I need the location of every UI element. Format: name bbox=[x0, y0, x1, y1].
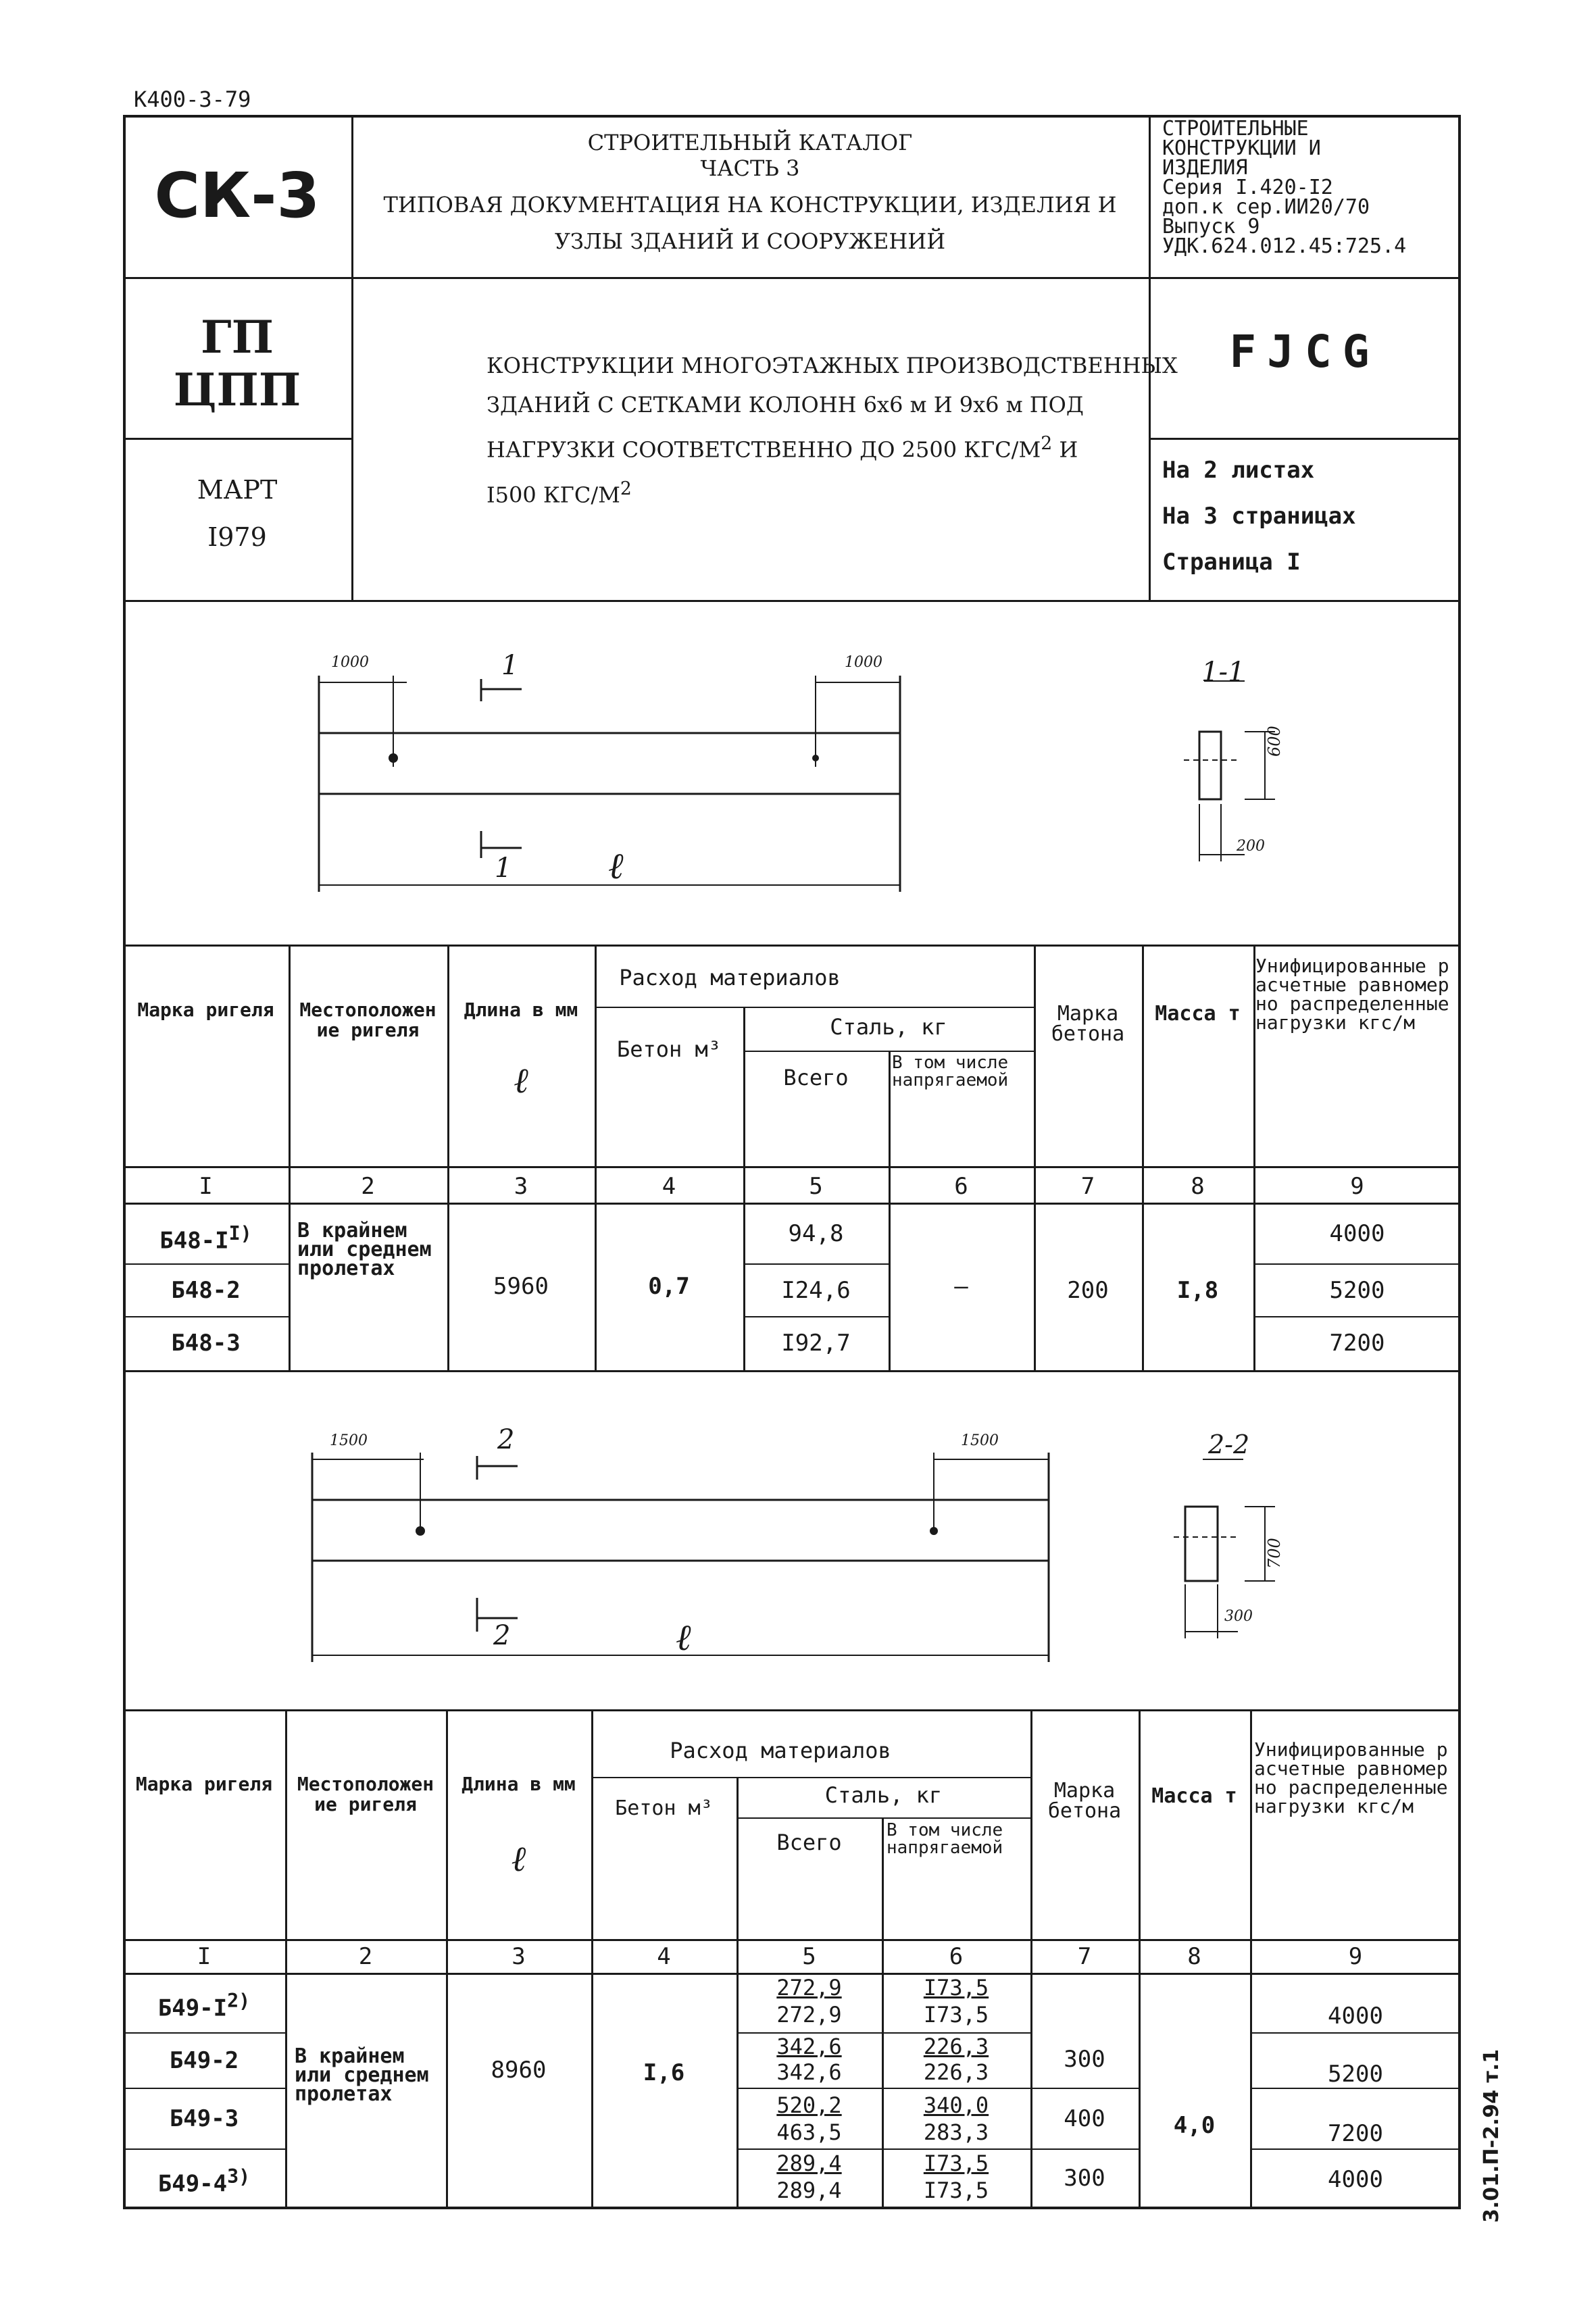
col-header-length: Длина в мм bbox=[462, 1773, 576, 1795]
header-divider bbox=[1149, 438, 1461, 440]
col-header-materials: Расход материалов bbox=[670, 1738, 891, 1763]
header-divider bbox=[123, 438, 351, 440]
title-superscript: 2 bbox=[1041, 433, 1053, 454]
series-line: доп.к сер.ИИ20/70 bbox=[1162, 195, 1370, 219]
table-rule bbox=[743, 1316, 889, 1317]
footnote-ref: 2) bbox=[227, 1990, 251, 2012]
concrete-grade: 200 bbox=[1067, 1277, 1109, 1304]
issue-month: МАРТ bbox=[197, 475, 278, 505]
steel-prestressed-value: 283,3 bbox=[923, 2119, 989, 2145]
sheet-info bbox=[1162, 447, 1356, 585]
beam-mark: Б49-3 bbox=[169, 2105, 239, 2132]
steel-total-value: 463,5 bbox=[776, 2119, 842, 2145]
col-header-mass: Масса т bbox=[1151, 1784, 1237, 1808]
table-rule bbox=[123, 1166, 1461, 1168]
title-conjunction: И bbox=[1059, 436, 1078, 463]
organization-line: ГП bbox=[201, 311, 274, 363]
table-rule bbox=[1250, 2148, 1461, 2150]
table-column-rule bbox=[1034, 945, 1036, 1370]
beam-mark bbox=[123, 1989, 285, 2020]
steel-prestressed-value: I73,5 bbox=[923, 2002, 989, 2028]
dimension-label: 1500 bbox=[330, 1432, 368, 1449]
design-load: 7200 bbox=[1328, 2120, 1383, 2147]
organization-line: ЦПП bbox=[173, 363, 301, 416]
steel-total bbox=[737, 2150, 882, 2204]
concrete-grade: 300 bbox=[1064, 2165, 1105, 2192]
table-rule bbox=[591, 1777, 1030, 1778]
organization bbox=[123, 311, 351, 416]
concrete-grade: 400 bbox=[1064, 2105, 1105, 2132]
title-line: ЗДАНИЙ С СЕТКАМИ КОЛОНН 6х6 м И 9х6 м ПОД bbox=[487, 392, 1084, 418]
table-rule bbox=[123, 2148, 285, 2150]
title-line bbox=[487, 424, 1178, 470]
col-number: 7 bbox=[1077, 1943, 1092, 1970]
issue-year: I979 bbox=[207, 522, 267, 552]
steel-prestressed bbox=[882, 2092, 1030, 2146]
length-symbol: ℓ bbox=[514, 1061, 528, 1101]
col-header-steel: Сталь, кг bbox=[830, 1014, 947, 1040]
beam-mark: Б48-2 bbox=[171, 1277, 241, 1304]
col-header-prestressed: В том числе напрягаемой bbox=[887, 1820, 1003, 1858]
series-line: Серия I.420-I2 bbox=[1162, 176, 1333, 199]
catalog-title bbox=[351, 130, 1149, 254]
document-code-label: FJCG bbox=[1229, 326, 1380, 378]
steel-total: I92,7 bbox=[781, 1330, 851, 1357]
table-column-rule bbox=[595, 945, 597, 1370]
steel-total: I24,6 bbox=[781, 1277, 851, 1304]
col-header-load: Унифицированные расчетные равномерно распределенные нагрузки кгс/м bbox=[1254, 1738, 1448, 1817]
section-label: 2-2 bbox=[1208, 1430, 1250, 1459]
steel-total bbox=[737, 2092, 882, 2146]
catalog-line: ЧАСТЬ 3 bbox=[700, 155, 800, 181]
section-height: 700 bbox=[1265, 1538, 1284, 1569]
col-header-load: Унифицированные расчетные равномерно распределенные нагрузки кгс/м bbox=[1255, 955, 1449, 1034]
steel-total-value: 289,4 bbox=[776, 2150, 842, 2176]
steel-prestressed-value: 340,0 bbox=[923, 2092, 989, 2118]
steel-prestressed-value: I73,5 bbox=[923, 2178, 989, 2203]
col-number: 5 bbox=[809, 1173, 823, 1200]
table-rule bbox=[123, 1316, 289, 1317]
col-number: 8 bbox=[1191, 1173, 1205, 1200]
footnote-ref: 3) bbox=[227, 2165, 251, 2188]
table-column-rule bbox=[447, 945, 449, 1370]
side-code: 3.01.П-2.94 т.1 bbox=[1480, 2048, 1503, 2223]
cut-marker: 1 bbox=[501, 650, 519, 681]
table-rule bbox=[123, 2088, 285, 2089]
design-load: 4000 bbox=[1328, 2166, 1383, 2193]
dimension-label: 1000 bbox=[845, 654, 882, 671]
col-number: 6 bbox=[954, 1173, 968, 1200]
col-header-position: Местоположение ригеля bbox=[299, 999, 437, 1041]
table-column-rule bbox=[889, 1051, 891, 1370]
title-line bbox=[487, 470, 1178, 515]
col-number: I bbox=[197, 1943, 211, 1970]
design-load: 4000 bbox=[1329, 1220, 1385, 1247]
cut-marker: 1 bbox=[495, 853, 512, 884]
steel-total-value: 342,6 bbox=[776, 2034, 842, 2059]
design-load: 4000 bbox=[1328, 2003, 1383, 2030]
steel-prestressed-value: I73,5 bbox=[923, 2150, 989, 2176]
col-number: I bbox=[199, 1173, 213, 1200]
col-number: 8 bbox=[1187, 1943, 1201, 1970]
steel-prestressed bbox=[882, 2034, 1030, 2085]
beam-length: 5960 bbox=[493, 1273, 549, 1300]
section-label: 1-1 bbox=[1201, 657, 1245, 688]
steel-total: 94,8 bbox=[788, 1220, 844, 1247]
col-number: 2 bbox=[361, 1173, 375, 1200]
col-number: 6 bbox=[949, 1943, 964, 1970]
col-number: 3 bbox=[514, 1173, 528, 1200]
concrete-grade: 300 bbox=[1064, 2046, 1105, 2073]
beam-position: В крайнем или среднем пролетах bbox=[295, 2044, 429, 2106]
steel-prestressed bbox=[882, 2150, 1030, 2204]
col-header-steel-total: Всего bbox=[776, 1830, 842, 1855]
document-code: К400-3-79 bbox=[134, 86, 251, 112]
catalog-line: ТИПОВАЯ ДОКУМЕНТАЦИЯ НА КОНСТРУКЦИИ, ИЗДЕЛИЯ И bbox=[383, 192, 1117, 218]
steel-total-value: 289,4 bbox=[776, 2178, 842, 2203]
section-height: 600 bbox=[1265, 726, 1284, 757]
table-rule bbox=[123, 1939, 1461, 1941]
steel-total bbox=[737, 2034, 882, 2085]
length-symbol: ℓ bbox=[511, 1839, 526, 1880]
table-rule bbox=[123, 2032, 285, 2034]
steel-prestressed: — bbox=[954, 1273, 968, 1300]
title-line-text: I500 КГС/М bbox=[487, 482, 620, 508]
col-header-concrete: Бетон м³ bbox=[616, 1036, 722, 1062]
table-rule bbox=[595, 1007, 1034, 1008]
series-line: ИЗДЕЛИЯ bbox=[1162, 156, 1248, 180]
dimension-label: 1000 bbox=[331, 654, 369, 671]
beam-drawing-2 bbox=[123, 1372, 1461, 1709]
table-column-rule bbox=[1142, 945, 1144, 1370]
design-load: 7200 bbox=[1329, 1330, 1385, 1357]
design-load: 5200 bbox=[1328, 2061, 1383, 2088]
beam-mark bbox=[123, 1222, 289, 1253]
page-number: Страница I bbox=[1162, 549, 1301, 576]
col-number: 3 bbox=[512, 1943, 526, 1970]
sheet-count: На 2 листах bbox=[1162, 457, 1315, 484]
design-load: 5200 bbox=[1329, 1277, 1385, 1304]
beam-mass: 4,0 bbox=[1173, 2112, 1216, 2139]
col-header-mark: Марка ригеля bbox=[137, 999, 274, 1021]
col-number: 4 bbox=[657, 1943, 671, 1970]
length-symbol: ℓ bbox=[608, 845, 624, 887]
table-rule bbox=[123, 1203, 1461, 1205]
table-rule bbox=[1253, 1263, 1461, 1265]
steel-prestressed-value: 226,3 bbox=[923, 2034, 989, 2059]
steel-total-value: 272,9 bbox=[776, 2002, 842, 2028]
cut-marker: 2 bbox=[497, 1424, 515, 1455]
col-number: 4 bbox=[662, 1173, 676, 1200]
table-rule bbox=[123, 1263, 289, 1265]
table-rule bbox=[1030, 2088, 1139, 2089]
catalog-code: СК-3 bbox=[154, 159, 320, 232]
col-number: 5 bbox=[802, 1943, 816, 1970]
beam-drawing-1 bbox=[123, 601, 1461, 946]
beam-length: 8960 bbox=[491, 2057, 547, 2084]
title-superscript: 2 bbox=[620, 478, 632, 499]
col-number: 9 bbox=[1348, 1943, 1363, 1970]
series-line: Выпуск 9 bbox=[1162, 215, 1260, 238]
steel-prestressed-value: I73,5 bbox=[923, 1975, 989, 2001]
steel-total-value: 342,6 bbox=[776, 2059, 842, 2085]
col-header-prestressed: В том числе напрягаемой bbox=[892, 1053, 1009, 1090]
steel-prestressed-value: 226,3 bbox=[923, 2059, 989, 2085]
series-line: КОНСТРУКЦИИ И bbox=[1162, 136, 1321, 160]
catalog-line: СТРОИТЕЛЬНЫЙ КАТАЛОГ bbox=[587, 130, 913, 155]
beam-mass: I,8 bbox=[1176, 1277, 1219, 1304]
col-header-mark: Марка ригеля bbox=[135, 1773, 273, 1795]
series-line: СТРОИТЕЛЬНЫЕ bbox=[1162, 117, 1309, 141]
length-symbol: ℓ bbox=[676, 1616, 691, 1659]
col-header-concrete: Бетон м³ bbox=[615, 1796, 713, 1820]
title-line-text: НАГРУЗКИ СООТВЕТСТВЕННО ДО 2500 КГС/М bbox=[487, 436, 1041, 463]
table-rule bbox=[1253, 1316, 1461, 1317]
table-rule bbox=[123, 1709, 1461, 1711]
col-number: 7 bbox=[1080, 1173, 1095, 1200]
table-rule bbox=[743, 1263, 889, 1265]
dimension-label: 1500 bbox=[961, 1432, 999, 1449]
beam-mark-text: Б49-I bbox=[157, 1994, 228, 2022]
col-header-materials: Расход материалов bbox=[619, 965, 841, 990]
steel-prestressed bbox=[882, 1974, 1030, 2028]
steel-total bbox=[737, 1974, 882, 2028]
table-column-rule bbox=[289, 945, 291, 1370]
series-info bbox=[1162, 119, 1406, 256]
col-number: 2 bbox=[358, 1943, 373, 1970]
col-header-steel: Сталь, кг bbox=[824, 1782, 943, 1808]
beam-mark-text: Б49-4 bbox=[157, 2170, 228, 2198]
col-header-steel-total: Всего bbox=[783, 1065, 849, 1090]
page-count: На 3 страницах bbox=[1162, 503, 1356, 530]
col-header-mass: Масса т bbox=[1155, 1002, 1241, 1026]
header-divider bbox=[123, 277, 1461, 279]
table-rule bbox=[1250, 2088, 1461, 2089]
beam-position: В крайнем или среднем пролетах bbox=[297, 1219, 432, 1280]
col-number: 9 bbox=[1350, 1173, 1364, 1200]
title-line: КОНСТРУКЦИИ МНОГОЭТАЖНЫХ ПРОИЗВОДСТВЕННЫХ bbox=[487, 353, 1178, 378]
concrete-volume: 0,7 bbox=[648, 1273, 690, 1300]
document-title bbox=[487, 346, 1178, 514]
issue-date bbox=[123, 466, 351, 561]
table-rule bbox=[1030, 2148, 1139, 2150]
col-header-grade: Марка бетона bbox=[1047, 1779, 1122, 1823]
col-header-position: Местоположение ригеля bbox=[297, 1773, 434, 1815]
cut-marker: 2 bbox=[493, 1620, 511, 1651]
beam-mark-text: Б48-I bbox=[159, 1227, 229, 1255]
steel-total-value: 272,9 bbox=[776, 1975, 842, 2001]
footnote-ref: I) bbox=[228, 1222, 252, 1244]
table-rule bbox=[123, 945, 1461, 947]
catalog-line: УЗЛЫ ЗДАНИЙ И СООРУЖЕНИЙ bbox=[554, 228, 946, 254]
table-rule bbox=[1250, 2032, 1461, 2034]
series-line: УДК.624.012.45:725.4 bbox=[1162, 234, 1407, 258]
steel-total-value: 520,2 bbox=[776, 2092, 842, 2118]
concrete-volume: I,6 bbox=[643, 2059, 685, 2086]
beam-mark: Б48-3 bbox=[171, 1330, 241, 1357]
col-header-length: Длина в мм bbox=[464, 999, 578, 1021]
section-width: 300 bbox=[1224, 1608, 1253, 1625]
section-width: 200 bbox=[1237, 838, 1265, 855]
beam-mark: Б49-2 bbox=[169, 2047, 239, 2074]
col-header-grade: Марка бетона bbox=[1051, 1002, 1125, 1046]
beam-mark bbox=[123, 2165, 285, 2196]
